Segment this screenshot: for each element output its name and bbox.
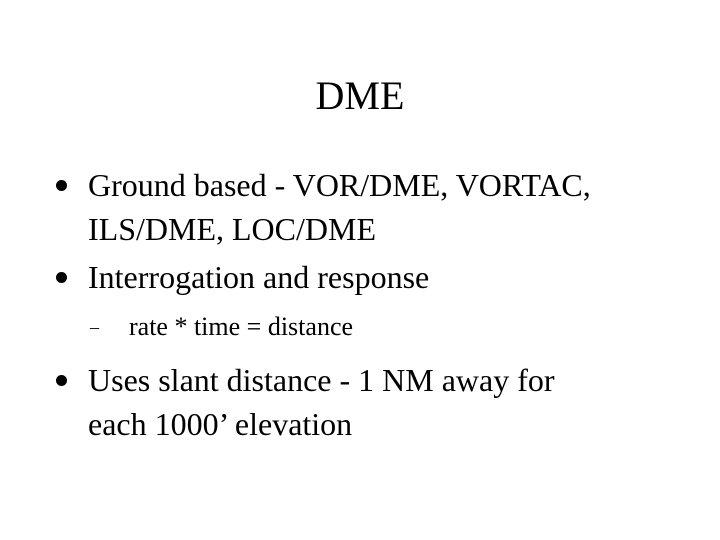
bullet-dot-icon <box>56 272 67 283</box>
bullet-1-line-1: Ground based - VOR/DME, VORTAC, <box>88 167 591 203</box>
bullet-1-line-2: ILS/DME, LOC/DME <box>88 211 376 247</box>
bullet-dot-icon <box>56 375 67 386</box>
bullet-dot-icon <box>56 180 67 191</box>
slide-title: DME <box>315 73 405 118</box>
bullet-2-line-1: Interrogation and response <box>88 259 430 295</box>
dash-icon: – <box>90 317 99 337</box>
bullet-3-line-2: each 1000’ elevation <box>88 406 353 442</box>
sub-bullet-1: rate * time = distance <box>129 312 354 341</box>
bullet-3-line-1: Uses slant distance - 1 NM away for <box>88 362 555 398</box>
